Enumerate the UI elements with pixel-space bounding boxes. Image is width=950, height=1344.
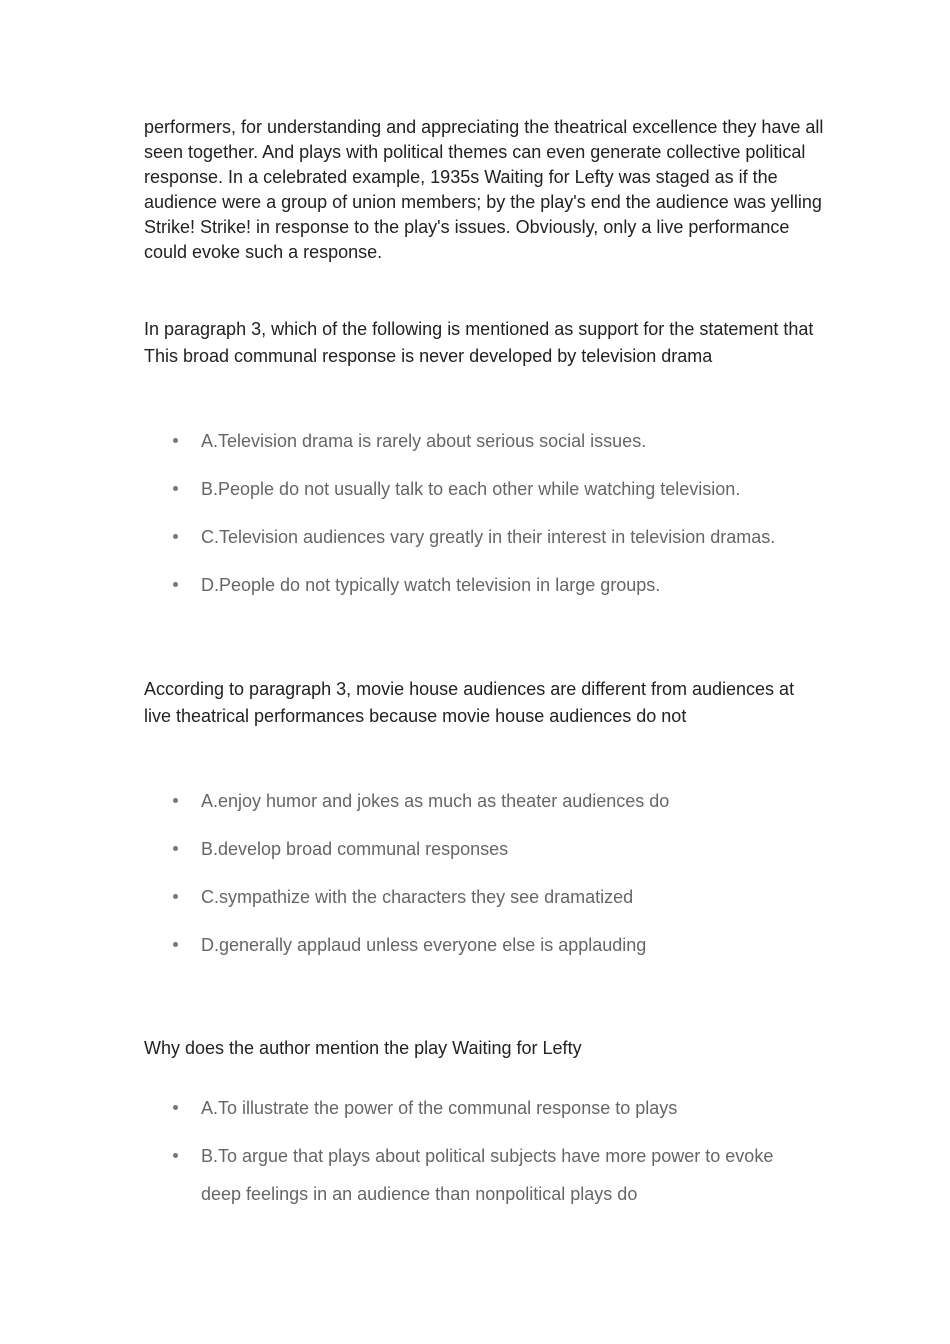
- bullet-icon: [173, 486, 178, 491]
- option-text: B.To argue that plays about political subjects have more power to evoke deep feelings in an audience than nonpolitical plays do: [201, 1146, 774, 1204]
- question-2-options: [0, 782, 950, 974]
- option-text: A.Television drama is rarely about serious social issues.: [201, 431, 647, 451]
- question-2-option-b[interactable]: [0, 830, 950, 878]
- question-2-option-c[interactable]: [0, 878, 950, 926]
- intro-paragraph: performers, for understanding and appreciating the theatrical excellence they have all seen together. And plays with political themes can even generate collective political response. In a celebrated example, 1935s Waiting for Lefty was staged as if the audience were a group of union members; by the play's end the audience was yelling Strike! Strike! in response to the play's issues. Obviously, only a live performance could evoke such a response.: [144, 117, 824, 262]
- question-2-prompt: According to paragraph 3, movie house audiences are different from audiences at live theatrical performances because movie house audiences do not: [144, 679, 795, 726]
- question-2-option-a[interactable]: [0, 782, 950, 830]
- bullet-icon: [173, 894, 178, 899]
- question-3-prompt: Why does the author mention the play Waiting for Lefty: [144, 1038, 582, 1058]
- question-1-option-c[interactable]: [0, 518, 950, 566]
- option-text: C.Television audiences vary greatly in their interest in television dramas.: [201, 527, 776, 547]
- bullet-icon: [173, 798, 178, 803]
- bullet-icon: [173, 846, 178, 851]
- bullet-icon: [173, 438, 178, 443]
- option-text: A.To illustrate the power of the communal response to plays: [201, 1098, 678, 1118]
- option-text: A.enjoy humor and jokes as much as theater audiences do: [201, 791, 670, 811]
- question-1-option-d[interactable]: [0, 566, 950, 614]
- option-text: D.People do not typically watch television in large groups.: [201, 575, 661, 595]
- bullet-icon: [173, 534, 178, 539]
- bullet-icon: [173, 1153, 178, 1158]
- option-text: B.People do not usually talk to each other while watching television.: [201, 479, 741, 499]
- bullet-icon: [173, 1105, 178, 1110]
- question-2-option-d[interactable]: [0, 926, 950, 974]
- bullet-icon: [173, 942, 178, 947]
- option-text: C.sympathize with the characters they see dramatized: [201, 887, 634, 907]
- question-3-option-a[interactable]: [0, 1089, 950, 1137]
- question-1-options: [0, 422, 950, 614]
- question-3-options: [0, 1089, 950, 1223]
- question-1-prompt: In paragraph 3, which of the following is mentioned as support for the statement that This broad communal response is never developed by television drama: [144, 319, 814, 366]
- question-1-option-b[interactable]: [0, 470, 950, 518]
- question-1-option-a[interactable]: [0, 422, 950, 470]
- bullet-icon: [173, 582, 178, 587]
- option-text: D.generally applaud unless everyone else is applauding: [201, 935, 647, 955]
- option-text: B.develop broad communal responses: [201, 839, 509, 859]
- question-3-option-b[interactable]: [0, 1137, 950, 1223]
